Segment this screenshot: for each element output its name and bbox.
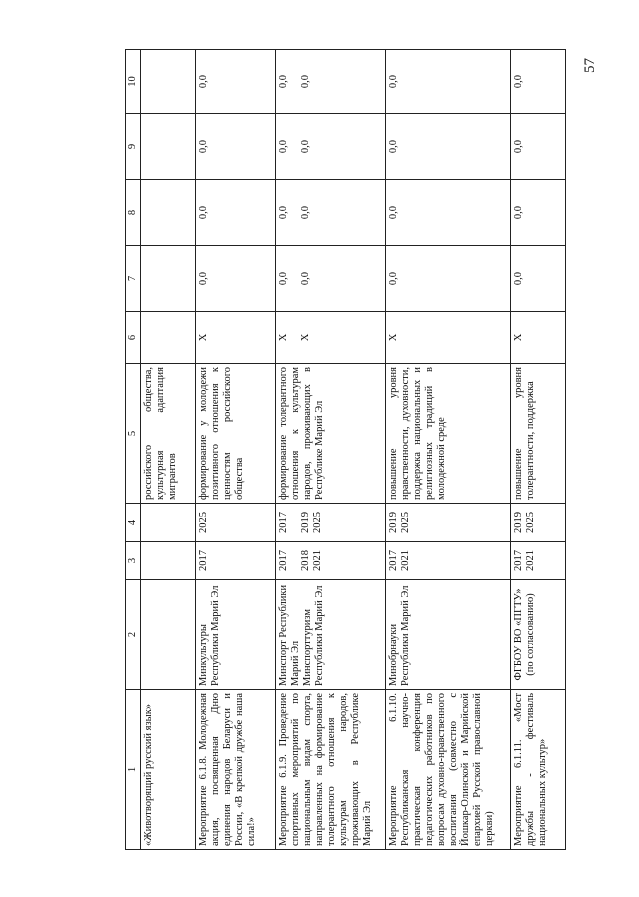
col-header: 2 — [126, 580, 141, 690]
mark: X — [278, 333, 289, 342]
mark-cell — [141, 312, 196, 364]
start-year: 2017 — [196, 542, 276, 580]
expected-result: формирование толерантного отношения к культурам народов, проживающих в Республике Марий Эл — [276, 364, 386, 504]
header-row — [126, 50, 141, 850]
value-cell — [141, 114, 196, 180]
page-number: 57 — [582, 58, 598, 73]
value-cell — [141, 180, 196, 246]
table-row — [386, 50, 511, 850]
value-cell: 0,0 — [196, 180, 276, 246]
rotated-page-content — [125, 50, 635, 850]
expected-result: российского общества, культурная адаптация мигрантов — [141, 364, 196, 504]
end-year — [276, 504, 386, 542]
col-header: 8 — [126, 180, 141, 246]
executor: ФГБОУ ВО «ПГТУ» (по согласованию) — [511, 580, 566, 690]
value-cell: 0,0 — [511, 114, 566, 180]
value-cell: 0,0 — [196, 50, 276, 114]
year: 2017 — [513, 550, 524, 571]
year: 2021 — [525, 550, 536, 571]
year: 2025 — [400, 512, 411, 533]
mark-cell — [276, 312, 386, 364]
start-year — [276, 542, 386, 580]
col-header: 5 — [126, 364, 141, 504]
year: 2017 — [388, 550, 399, 571]
value-cell: 0,0 — [511, 180, 566, 246]
col-header: 7 — [126, 246, 141, 312]
table-row — [276, 50, 386, 850]
value-cell: 0,0 — [386, 246, 511, 312]
program-activities-table — [125, 49, 566, 850]
mark-cell: X — [196, 312, 276, 364]
end-year — [386, 504, 511, 542]
mark: X — [300, 333, 311, 342]
year: 2017 — [278, 550, 289, 571]
start-year — [141, 542, 196, 580]
value-cell: 0,0 0,0 — [276, 180, 386, 246]
year: 2021 — [400, 550, 411, 571]
year: 2019 — [388, 512, 399, 533]
activity-name: Мероприятие 6.1.9. Проведение спортивных мероприятий по национальным видам спорта, направленных на формирование толерантного отношения к культурам народов, проживающих в Республике Марий Эл — [276, 690, 386, 850]
year: 2017 — [278, 512, 289, 533]
expected-result: повышение уровня нравственности, духовности, поддержка национальных и религиозных традиций в молодежной среде — [386, 364, 511, 504]
year: 2025 — [525, 512, 536, 533]
year: 2019 — [300, 512, 311, 533]
year: 2025 — [312, 512, 323, 533]
value-cell: 0,0 0,0 — [276, 246, 386, 312]
executor-line: Минспорттуризм Республики Марий Эл — [302, 585, 325, 686]
executor: Минкультуры Республики Марий Эл — [196, 580, 276, 690]
executor — [276, 580, 386, 690]
mark-cell: X — [386, 312, 511, 364]
end-year — [511, 504, 566, 542]
start-year — [386, 542, 511, 580]
mark-cell: X — [511, 312, 566, 364]
table-row — [141, 50, 196, 850]
table-row — [196, 50, 276, 850]
table-row — [511, 50, 566, 850]
year: 2018 — [300, 550, 311, 571]
end-year: 2025 — [196, 504, 276, 542]
value-cell — [141, 50, 196, 114]
executor: Минобрнауки Республики Марий Эл — [386, 580, 511, 690]
activity-name: «Животворящий русский язык» — [141, 690, 196, 850]
executor — [141, 580, 196, 690]
col-header: 6 — [126, 312, 141, 364]
col-header: 4 — [126, 504, 141, 542]
col-header: 1 — [126, 690, 141, 850]
executor-line: Минспорт Республики Марий Эл — [278, 584, 301, 686]
expected-result: формирование у молодежи позитивного отношения к ценностям российского общества — [196, 364, 276, 504]
value-cell: 0,0 0,0 — [276, 114, 386, 180]
value-cell: 0,0 — [386, 50, 511, 114]
activity-name: Мероприятие 6.1.11. «Мост дружбы - фестиваль национальных культур» — [511, 690, 566, 850]
end-year — [141, 504, 196, 542]
col-header: 10 — [126, 50, 141, 114]
value-cell: 0,0 — [196, 114, 276, 180]
value-cell: 0,0 — [511, 246, 566, 312]
year: 2021 — [312, 550, 323, 571]
value-cell: 0,0 0,0 — [276, 50, 386, 114]
value-cell: 0,0 — [196, 246, 276, 312]
expected-result: повышение уровня толерантности, поддержка — [511, 364, 566, 504]
value-cell — [141, 246, 196, 312]
value-cell: 0,0 — [386, 114, 511, 180]
value-cell: 0,0 — [386, 180, 511, 246]
activity-name: Мероприятие 6.1.8. Молодежная акция, посвященная Дню единения народов Беларуси и России, «В крепкой дружбе наша сила!» — [196, 690, 276, 850]
col-header: 9 — [126, 114, 141, 180]
value-cell: 0,0 — [511, 50, 566, 114]
year: 2019 — [513, 512, 524, 533]
col-header: 3 — [126, 542, 141, 580]
start-year — [511, 542, 566, 580]
activity-name: Мероприятие 6.1.10. Республиканская научно-практическая конференция педагогических работников по вопросам духовно-нравственного воспитания (совместно с Йошкар-Олинской и Марийской епархией Русской православной церкви) — [386, 690, 511, 850]
